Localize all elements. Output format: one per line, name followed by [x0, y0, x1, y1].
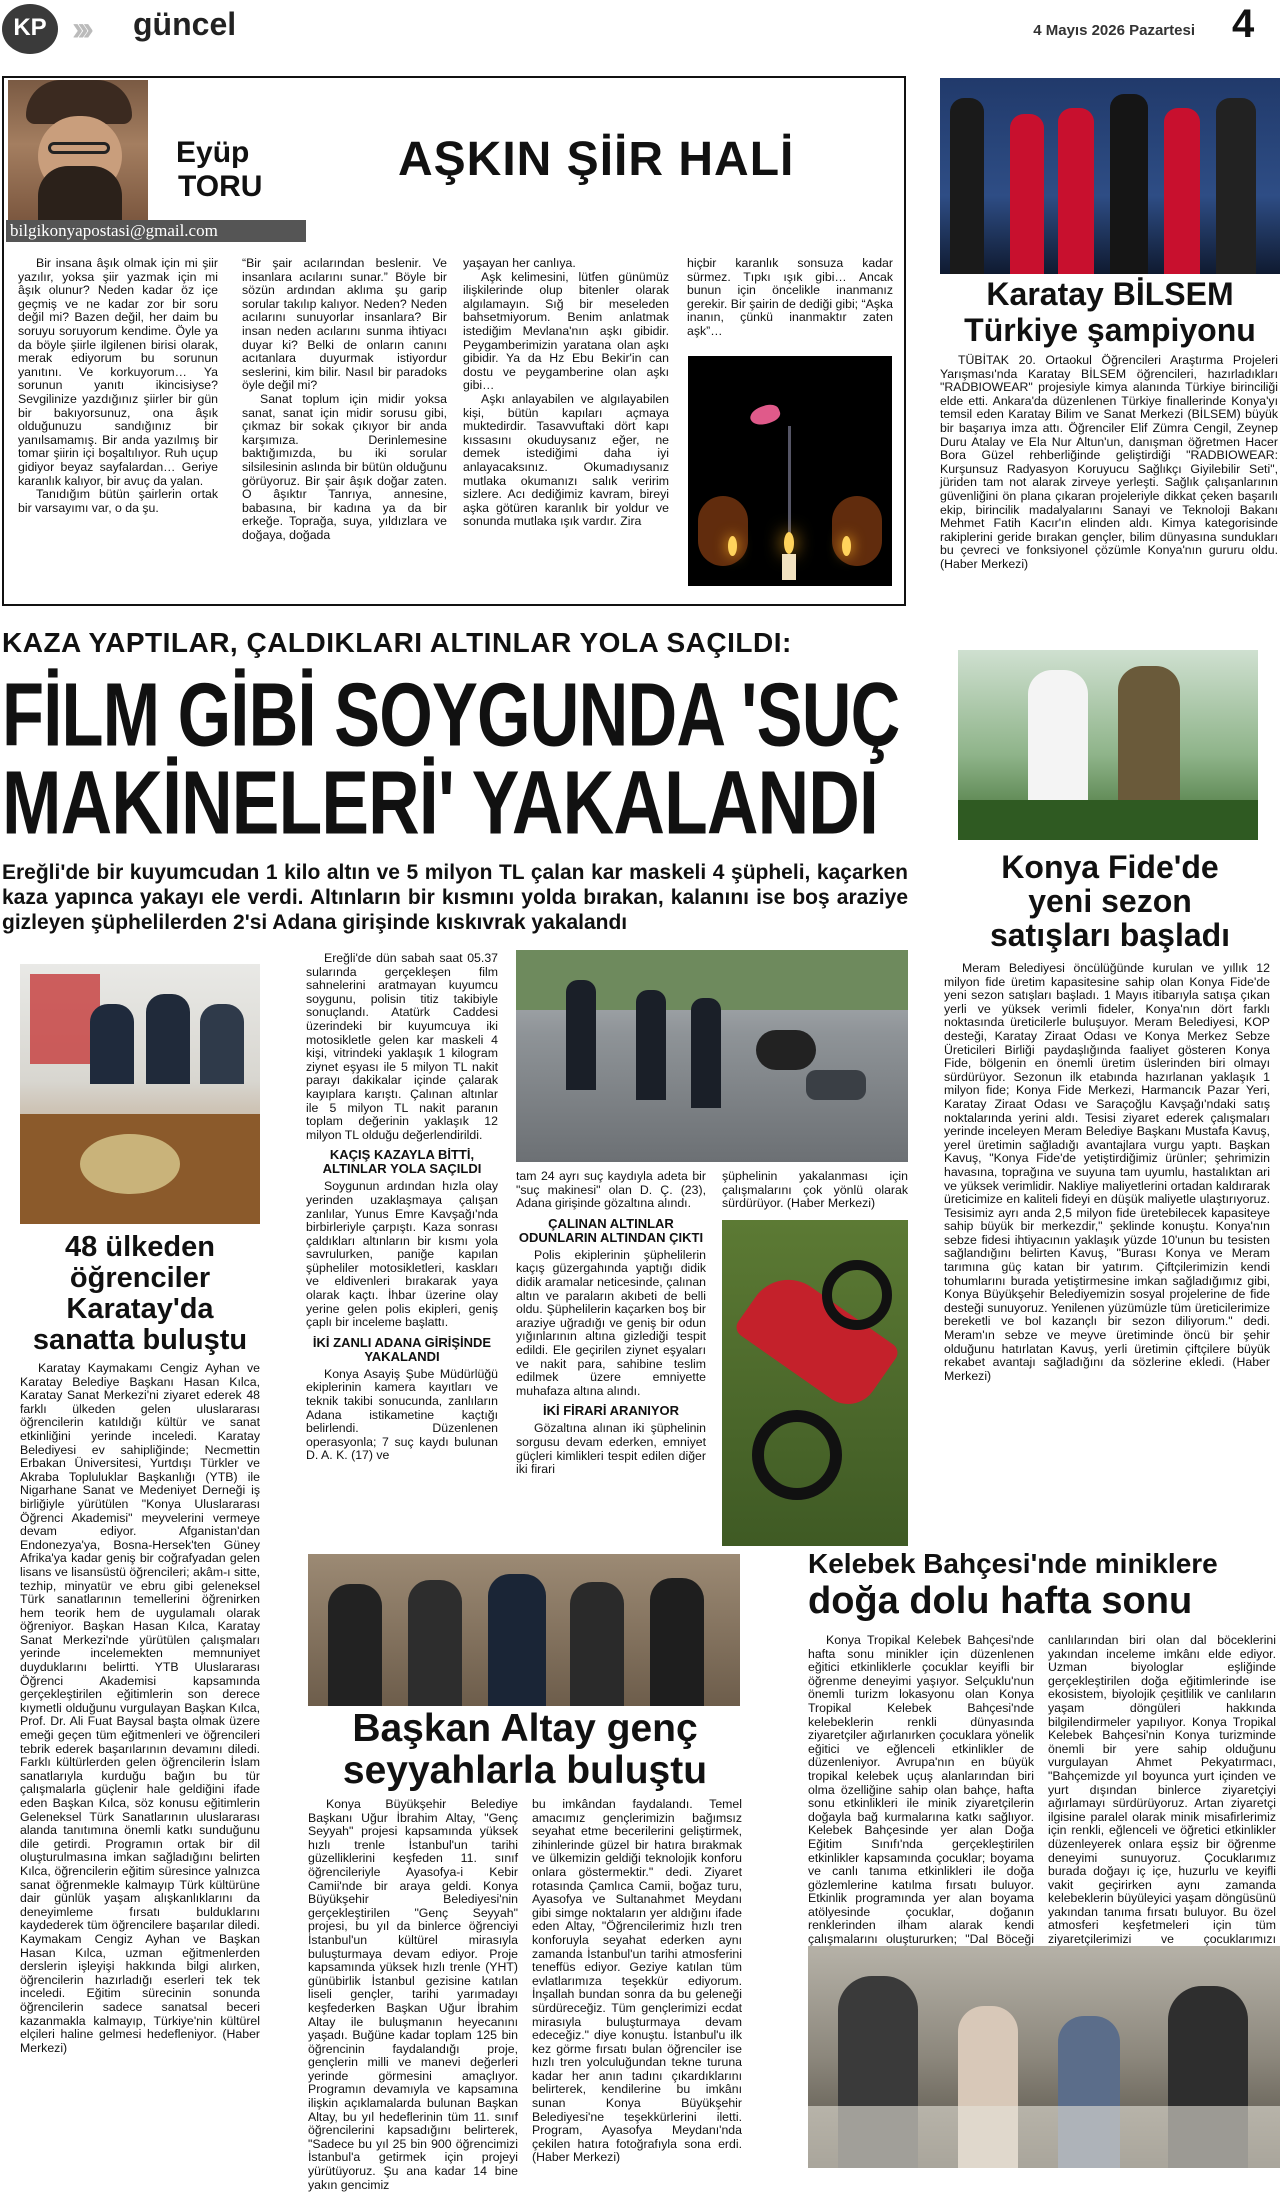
column-text-1: Bir insana âşık olmak için mi şiir yazılır, yoksa şiir yazmak için mi âşık olunur? Neden kadar öz içe geçmiş ve ne kadar zor bir soru değil mi? Bazen değil, her daim bu soruyu soruyorum kendime. Öyle ya da böyle şiirle ilgilenen birisi olarak, merak ediyorum bu sorunun yanıtını. Ve korkuyorum… Ya sorunun yanıtı ikincisiyse? Sevgilinize yazdığınız şiirler bir gün bir bakıyorsunuz, ona âşık olduğunuzu sandığınız bir yanılsamamış. Bir anda yazılmış bir tomar şiirin içi boşaltılıyor. Ruh uçup gidiyor beyaz sayfalardan… Geriye karanlık kalıyor, bir avuç da yalan. Tanıdığım bütün şairlerin ortak bir varsayımı var, o da şu. — [18, 256, 218, 515]
author-email: bilgikonyapostasi@gmail.com — [6, 220, 306, 242]
bilsem-title-1: Karatay BİLSEM — [986, 276, 1234, 312]
altay-photo — [308, 1554, 740, 1706]
masthead — [0, 0, 1280, 60]
altay-col-1: Konya Büyükşehir Belediye Başkanı Uğur İbrahim Altay, "Genç Seyyah" projesi kapsamında yüksek hızlı trenle İstanbul'un tarihi güzelliklerini keşfeden 11. sınıf öğrencileriyle Ayasofya-i Kebir Camii'nde bir araya geldi. Konya Büyükşehir Belediyesi'nin gerçekleştirilen "Genç Seyyah" projesi, bu yıl da binlerce öğrenciyi İstanbul'un kültürel mirasıyla buluşturmaya devam ediyor. Proje kapsamında yüksek hızlı trenle (YHT) günübirlik İstanbul gezisine katılan liseli gençler, tarihi yarımadayı keşfederken Başkan Uğur İbrahim Altay ile buluşmanın heyecanını yaşadı. Buğüne kadar toplam 125 bin öğrencinin faydalandığı proje, gençlerin milli ve manevi değerleri yerinde görmesini amaçlıyor. Programın devamıyla ve kapsamına ilişkin açıklamalarda bulunan Başkan Altay, bu yıl hedeflerinin tüm 11. sınıf öğrencilerini kapsadığını belirterek, "Sadece bu yıl 25 bin 900 öğrencimizi İstanbul'a getirmek için projeyi yürütüyoruz. Şu ana kadar 14 bine yakın gencimiz — [308, 1797, 518, 2192]
altay-col-2: bu imkândan faydalandı. Temel amacımız gençlerimizin bağımsız seyahat etme becerilerini geliştirmek, zihinlerinde güzel bir hatıra bırakmak ve ülkemizin geldiği teknolojik konforu onlara göstermektir." dedi. Ziyaret rotasında Çamlıca Camii, boğaz turu, Ayasofya ve Sultanahmet Meydanı gibi simge noktaların yer aldığını ifade eden Altay, "Öğrencilerimiz hızlı tren konforuyla seyahat ederken aynı zamanda İstanbul'un tarihi atmosferini teneffüs ediyor. Geziye katılan tüm evlatlarımıza teşekkür ediyorum. İnşallah bundan sonra da bu geleneği sürdüreceğiz. Tüm gençlerimizi ecdat mirasıyla buluşturmaya devam edeceğiz." diye konuştu. İstanbul'u ilk kez görme fırsatı bulan öğrenciler ise hızlı tren yolculuğundan tekne turuna kadar her anın tadını çıkardıklarını belirterek, kendilerine bu imkânı sunan Konya Büyükşehir Belediyesi'ne teşekkürlerini iletti. Program, Ayasofya Meydanı'nda çekilen hatıra fotoğrafıyla sona erdi. (Haber Merkezi) — [532, 1797, 742, 2165]
chevrons-icon: ››› — [72, 10, 88, 48]
kelebek-photo — [808, 1946, 1280, 2168]
logo-text: KP — [13, 14, 47, 41]
column-text-2: “Bir şair acılarından beslenir. Ve insanlara acılarını sunar.” Böyle bir sözün ardından aklıma şu garip sorular takılıp kalıyor. Neden? Neden acılarını sunuyorlar insanlara? Bir insan neden acılarını sunma ihtiyacı duyar ki? Belki de onların canını acıtanlara duyurmak istiyordur seslerini, kim bilir. Nasıl bir paradoks öyle değil mi? Sanat toplum için midir yoksa sanat, sanat için midir sorusu gibi, çıkmaz bir sokak çıkıyor bir anda karşımıza. Derinlemesine baktığımızda, bu iki sorular silsilesinin aslında bir bütün olduğunu görüyoruz. Bir şair âşık doğar zaten. O âşıktır Tanrıya, annesine, babasına, bir kadına ya da bir erkeğe. Toprağa, suya, yıldızlara ve doğaya, doğada — [242, 256, 447, 542]
karatay-photo — [20, 964, 260, 1224]
robbery-col-2: tam 24 ayrı suç kaydıyla adeta bir "suç makinesi" olan D. Ç. (23), Adana girişinde gözaltına alındı. ÇALINAN ALTINLAR ODUNLARIN ALTINDAN ÇIKTI Polis ekiplerinin şüphelilerin kaçış güzergahında yaptığı didik didik aramalar neticesinde, çalınan altın ve paraların akıbeti de belli oldu. Şüphelilerin kaçarken boş bir araziye uğradığı ve geniş bir odun yığınlarının altına gizlediği tespit edildi. Ele geçirilen ziynet eşyaları ve nakit para, sahibine teslim edilmek üzere emniyette muhafaza altına alındı. İKİ FİRARİ ARANIYOR Gözaltına alınan iki şüphelinin sorgusu devam ederken, emniyet güçleri kimlikleri tespit edilen diğer iki firari — [516, 1169, 706, 1477]
kelebek-col-1: Konya Tropikal Kelebek Bahçesi'nde hafta sonu minikler için düzenlenen eğitici etkinliklerle çocuklar keyifli bir öğrenme deneyimi yaşıyor. Selçuklu'nun önemli turizm lokasyonu olan Konya Tropikal Kelebek Bahçesi'nde kelebeklerin renkli dünyasında ziyaretçiler ağırlanırken çocuklara yönelik eğitici ve eğlenceli etkinlikler de düzenleniyor. Avrupa'nın en büyük tropikal kelebek uçuş alanlarından biri olma özelliğine sahip olan bahçe, hafta sonu etkinlikleri ile minik ziyaretçilerin doğayla bağ kurmalarına katkı sağlıyor. Kelebek Bahçesinde yer alan Doğa Eğitim Sınıfı'nda gerçekleştirilen etkinlikler kapsamında çocuklar; boyama ve canlı tanıma etkinlikleri ile doğa gözlemlerine katılma fırsatı buluyor. Etkinlik programında yer alan boyama atölyesinde çocuklar, doğanın renklerinden ilham alarak kendi çalışmalarını oluştururken; "Dal Böceği — [808, 1633, 1034, 1947]
robbery-deck: Ereğli'de bir kuyumcudan 1 kilo altın ve 5 milyon TL çalan kar maskeli 4 şüpheli, kaçarken kaza yapınca yakayı ele verdi. Altınların bir kısmını yolda bırakan, kalanını ise boş araziye gizleyen şüphelilerden 2'si Adana girişinde kıskıvrak yakalandı — [2, 861, 908, 934]
robbery-headline-2: MAKİNELERİ' YAKALANDI — [2, 752, 879, 854]
bilsem-title-2: Türkiye şampiyonu — [964, 312, 1256, 348]
altay-title: Başkan Altay genç seyyahlarla buluştu — [342, 1707, 708, 1792]
kelebek-title-1: Kelebek Bahçesi'nde miniklere — [808, 1548, 1218, 1579]
column-text-4: hiçbir karanlık sonsuza kadar sürmez. Tıpkı ışık gibi… Ancak bunun için öncelikle inanmanız gerekir. Bir şairin de dediği gibi; “Aşka inanın, çünkü inanmaktır zaten aşk”… — [687, 256, 893, 338]
author-last-name: TORU — [178, 170, 263, 203]
column-title: AŞKIN ŞİİR HALİ — [398, 133, 795, 186]
karatay-title: 48 ülkeden öğrenciler Karatay'da sanatta buluştu — [32, 1231, 248, 1356]
kelebek-title-2: doğa dolu hafta sonu — [808, 1580, 1193, 1622]
page-number: 4 — [1232, 2, 1255, 46]
robbery-kicker: KAZA YAPTILAR, ÇALDIKLARI ALTINLAR YOLA SAÇILDI: — [2, 627, 792, 658]
kelebek-col-2: canlılarından biri olan dal böceklerini yakından inceleme imkânı elde ediyor. Uzman biyologlar eşliğinde gerçekleştirilen doğa eğitimlerinde ise ekosistem, biyolojik çeşitlilik ve canlıların yaşam döngüleri hakkında bilgilendirmeler yapılıyor. Konya Tropikal Kelebek Bahçesi'nin Konya turizminde önemli bir yere sahip olduğunu vurgulayan Ahmet Pekyatırmacı, "Bahçemizde yıl boyunca yurt içinden ve yurt dışından binlerce ziyaretçiyi ağırlamayı sürdürüyoruz. Artan ziyaretçi ilgisine paralel olarak minik misafirlerimiz için renkli, eğlenceli ve öğretici etkinlikler düzenleyerek onlara eşsiz bir öğrenme deneyimi sunuyoruz. Çocuklarımız burada doğayı iç içe, huzurlu ve keyifli vakit geçirirken aynı zamanda kelebeklerin büyüleyici yaşam döngüsünü yakından tanıma fırsatı buluyor. Bu özel atmosferi keşfetmeleri için tüm ziyaretçilerimizi ve çocuklarımızı — [1048, 1633, 1276, 1947]
fide-photo — [958, 650, 1258, 840]
column-text-3: yaşayan her canlıya. Aşk kelimesini, lütfen günümüz ilişkilerinde olup bitenler olarak algılamayın. Sığ bir meseleden bahsetmiyorum. Benim anlatmak istediğim Mevlana'nın aşkı gibidir. Peygamberimizin yaratana olan aşkı gibidir. Ya da Hz Ebu Bekir'in can dostu ve peygamberine olan aşkı gibi… Aşkı anlayabilen ve algılayabilen kişi, bütün kapıları açmaya muktedirdir. Tasavvuftaki dört kapı kıssasını okuduysanız eğer, ne demek istediğimi daha iyi anlayacaksınız. Okumadıysanız mutlaka okumanızı salık veririm sizlere. Acı dediğimiz kavram, bireyi aşka götüren karanlık bir yoldur ve sonunda mutlaka ışık vardır. Zira — [463, 256, 669, 529]
robbery-photo-motorcycle — [722, 1220, 908, 1546]
bilsem-photo — [940, 78, 1280, 274]
karatay-body: Karatay Kaymakamı Cengiz Ayhan ve Karatay Belediye Başkanı Hasan Kılca, Karatay Sanat Merkezi'ni ziyaret ederek 48 farklı ülkeden gelen uluslararası öğrencilerin katıldığı kültür ve sanat etkinliğini yerinde inceledi. Karatay Belediyesi ev sahipliğinde; Necmettin Erbakan Üniversitesi, Yurtdışı Türkler ve Akraba Topluluklar Başkanlığı (YTB) ile Nigarhane Sanat ve Medeniyet Derneği iş birliğiyle yürütülen "Konya Uluslararası Öğrenci Akademisi" meyvelerini vermeye devam ediyor. Afganistan'dan Endonezya'ya, Bosna-Hersek'ten Güney Afrika'ya kadar geniş bir coğrafyadan gelen lisans ve lisansüstü öğrencileri; akâm-ı sitte, tezhip, minyatür ve ebru gibi geleneksel Türk sanatlarının temellerini öğrenirken hem teorik hem de uygulamalı olarak öğreniyor. Başkan Hasan Kılca, Karatay Sanat Merkezi'nde yürütülen çalışmaları yerinde incelemekten memnuniyet duyduklarını belirtti. YTB Uluslararası Öğrenci Akademisi kapsamında gerçekleştirilen eğitimlerin son derece kıymetli olduğunu vurgulayan Başkan Kılca, Prof. Dr. Ali Fuat Baysal başta olmak üzere emeği geçen tüm eğitmenleri ve öğrencileri tebrik ederek başarılarının devamını diledi. Farklı kültürlerden gelen öğrencilerin İslam sanatlarıyla kurduğu bağın bu tür çalışmalarla güçlenir hale geldiğini ifade eden Başkan Kılca, söz konusu eğitimlerin Geleneksel Türk Sanatlarının uluslararası alanda tanıtımına önemli katkı sunduğunu dile getirdi. Programın ortak bir dil oluşturulmasına imkan sağladığını belirten Kılca, öğrencilerin eğitim süresince yalnızca sanat öğrenmekle kalmayıp Türk kültürüne dair günlük yaşam alışkanlıklarını da deneyimleme fırsatı bulduklarını kaydederek tüm öğrencilere başarılar diledi. Kaymakam Cengiz Ayhan ve Başkan Hasan Kılca, uzman eğitmenlerden derslerin işleyişi hakkında bilgi alırken, öğrencilerin hazırladığı eserleri tek tek inceledi. Eğitim sürecinin sonunda öğrencilerin sadece sanatsal beceri kazanmakla kalmayıp, Türkiye'nin kültürel elçileri haline gelmesi hedefleniyor. (Haber Merkezi) — [20, 1361, 260, 2055]
candles-image — [688, 356, 892, 586]
bilsem-body: TÜBİTAK 20. Ortaokul Öğrencileri Araştırma Projeleri Yarışması'nda Karatay BİLSEM öğrencileri, hazırladıkları "RADBIOWEAR" projesiyle kimya alanında Türkiye birinciliği elde etti. Ankara'da düzenlenen Türkiye finallerinde Konya'yı temsil eden Karatay Bilim ve Sanat Merkezi (BİLSEM) büyük bir başarıya imza attı. Öğrenciler Elif Zümra Cengil, Zeynep Duru Atalay ve Ela Nur Altun'un, danışman öğretmen Hacer Bora Güzel rehberliğinde geliştirdiği "RADBIOWEAR: Kurşunsuz Radyasyon Koruyucu Sağlıkçı Giyilebilir Seti", jüriden tam not alarak zirveye yerleşti. Sağlık çalışanlarının güvenliğini ön plana çıkaran projeleriyle dikkat çeken başarılı ekip, birincilik madalyalarını Sanayi ve Teknoloji Bakanı Mehmet Fatih Kacır'ın elinden aldı. Kimya kategorisinde rakiplerini geride bırakan gençler, bilim dünyasına sundukları bu çevreci ve fonksiyonel çözümle Konya'nın gururu oldu. (Haber Merkezi) — [940, 353, 1278, 571]
robbery-col-3: şüphelinin yakalanması için çalışmalarını çok yönlü olarak sürdürüyor. (Haber Merkezi) — [722, 1169, 908, 1211]
robbery-headline-1: FİLM GİBİ SOYGUNDA 'SUÇ — [2, 664, 900, 766]
fide-title: Konya Fide'de yeni sezon satışları başladı — [989, 849, 1231, 953]
fide-body: Meram Belediyesi öncülüğünde kurulan ve yıllık 12 milyon fide üretim kapasitesine sahip olan Konya Fide'de yeni sezon satışları başladı. 1 Mayıs itibarıyla satışa çıkan yerli ve yüksek verimli fideler, Konya'nın dört farklı noktasında üreticilerle buluşuyor. Meram Belediyesi, KOP desteği, Karatay Ziraat Odası ve Konya Merkez Sebze Üreticileri Birliği paydaşlığında faaliyet gösteren Konya Fide, bölgenin en önemli üretim üslerinden biri olmayı sürdürüyor. Sezonun ilk etabında hazırlanan yaklaşık 1 milyon fide; Konya Fide Merkezi, Harmancık Pazar Yeri, Karatay Ziraat Odası ve Saraçoğlu Kavşağı'ndaki satış noktalarında yerini aldı. Tesisi ziyaret ederek çalışmaları yerinde inceleyen Meram Belediye Başkanı Mustafa Kavuş, yerel üretimin sağladığı avantajlara vurgu yaptı. Başkan Kavuş, "Konya Fide'de yetiştirdiğimiz ürünler; şehrimizin havasına, toprağına ve suyuna tam uyumlu, hastalıktan ari ve yüksek verimlidir. Nakliye maliyetlerini ortadan kaldırarak üreticimize en kaliteli fideyi en düşük maliyetle ulaştırıyoruz. Tesisimiz ayrı anda 2,5 milyon fide üretebilecek kapasiteye sahip büyük bir merkezdir," şeklinde konuştu. Konya'nın sebze fidesi ihtiyacının yaklaşık yüzde 10'unun bu tesisten sağlandığını belirten Kavuş, "Burası Konya ve Meram tarımına güç katan bir yatırım. Çiftçilerimizin kendi tohumlarını burada yetiştirmesine imkan sağladığımız gibi, Konya Büyükşehir Belediyemizin sosyal projelerine de fide desteği sunuyoruz. Yenilenen yüzümüzle tüm üreticilerimize bereketli ve bol kazançlı bir sezon diliyorum." dedi. Meram'ın sebze ve meyve üretiminde öncü bir şehir olduğunu hatırlatan Kavuş, yerli üretimin çiftçilere büyük rekabet avantajı sağladığını da sözlerine ekledi. (Haber Merkezi) — [944, 961, 1270, 1383]
author-photo — [8, 80, 148, 223]
author-first-name: Eyüp — [176, 136, 250, 169]
section-name: güncel — [133, 6, 237, 42]
issue-date: 4 Mayıs 2026 Pazartesi — [1033, 22, 1195, 39]
robbery-col-1: Ereğli'de dün sabah saat 05.37 sularında gerçekleşen film sahnelerini aratmayan kuyumcu soygunu, polisin titiz takibiyle sonuçlandı. Atatürk Caddesi üzerindeki bir kuyumcuya iki motosikletle gelen kar maskeli 4 kişi, vitrindeki yaklaşık 1 kilogram ziynet eşyası ile 5 milyon TL nakit parayı dakikalar içinde çalarak kayıplara karıştı. Çalınan altınlar ile 5 milyon TL nakit paranın toplam değerinin yaklaşık 12 milyon TL olduğu değerlendirildi. KAÇIŞ KAZAYLA BİTTİ, ALTINLAR YOLA SAÇILDI Soygunun ardından hızla olay yerinden uzaklaşmaya çalışan zanlılar, Yunus Emre Kavşağı'nda birbirleriyle çarpıştı. Kaza sonrası çaldıkları altınların bir kısmı yola savrulurken, paniğe kapılan şüpheliler motosikletleri, kaskları ve eldivenleri bırakarak yaya olarak kaçtı. İhbar üzerine olay yerine gelen polis ekipleri, geniş çaplı bir inceleme başlattı. İKİ ZANLI ADANA GİRİŞİNDE YAKALANDI Konya Asayiş Şube Müdürlüğü ekiplerinin kamera kayıtları ve teknik takibi sonucunda, zanlıların Adana istikametine kaçtığı belirlendi. Düzenlenen operasyonla; 7 suç kaydı bulunan D. A. K. (17) ve — [306, 951, 498, 1463]
robbery-photo-street — [516, 950, 908, 1162]
